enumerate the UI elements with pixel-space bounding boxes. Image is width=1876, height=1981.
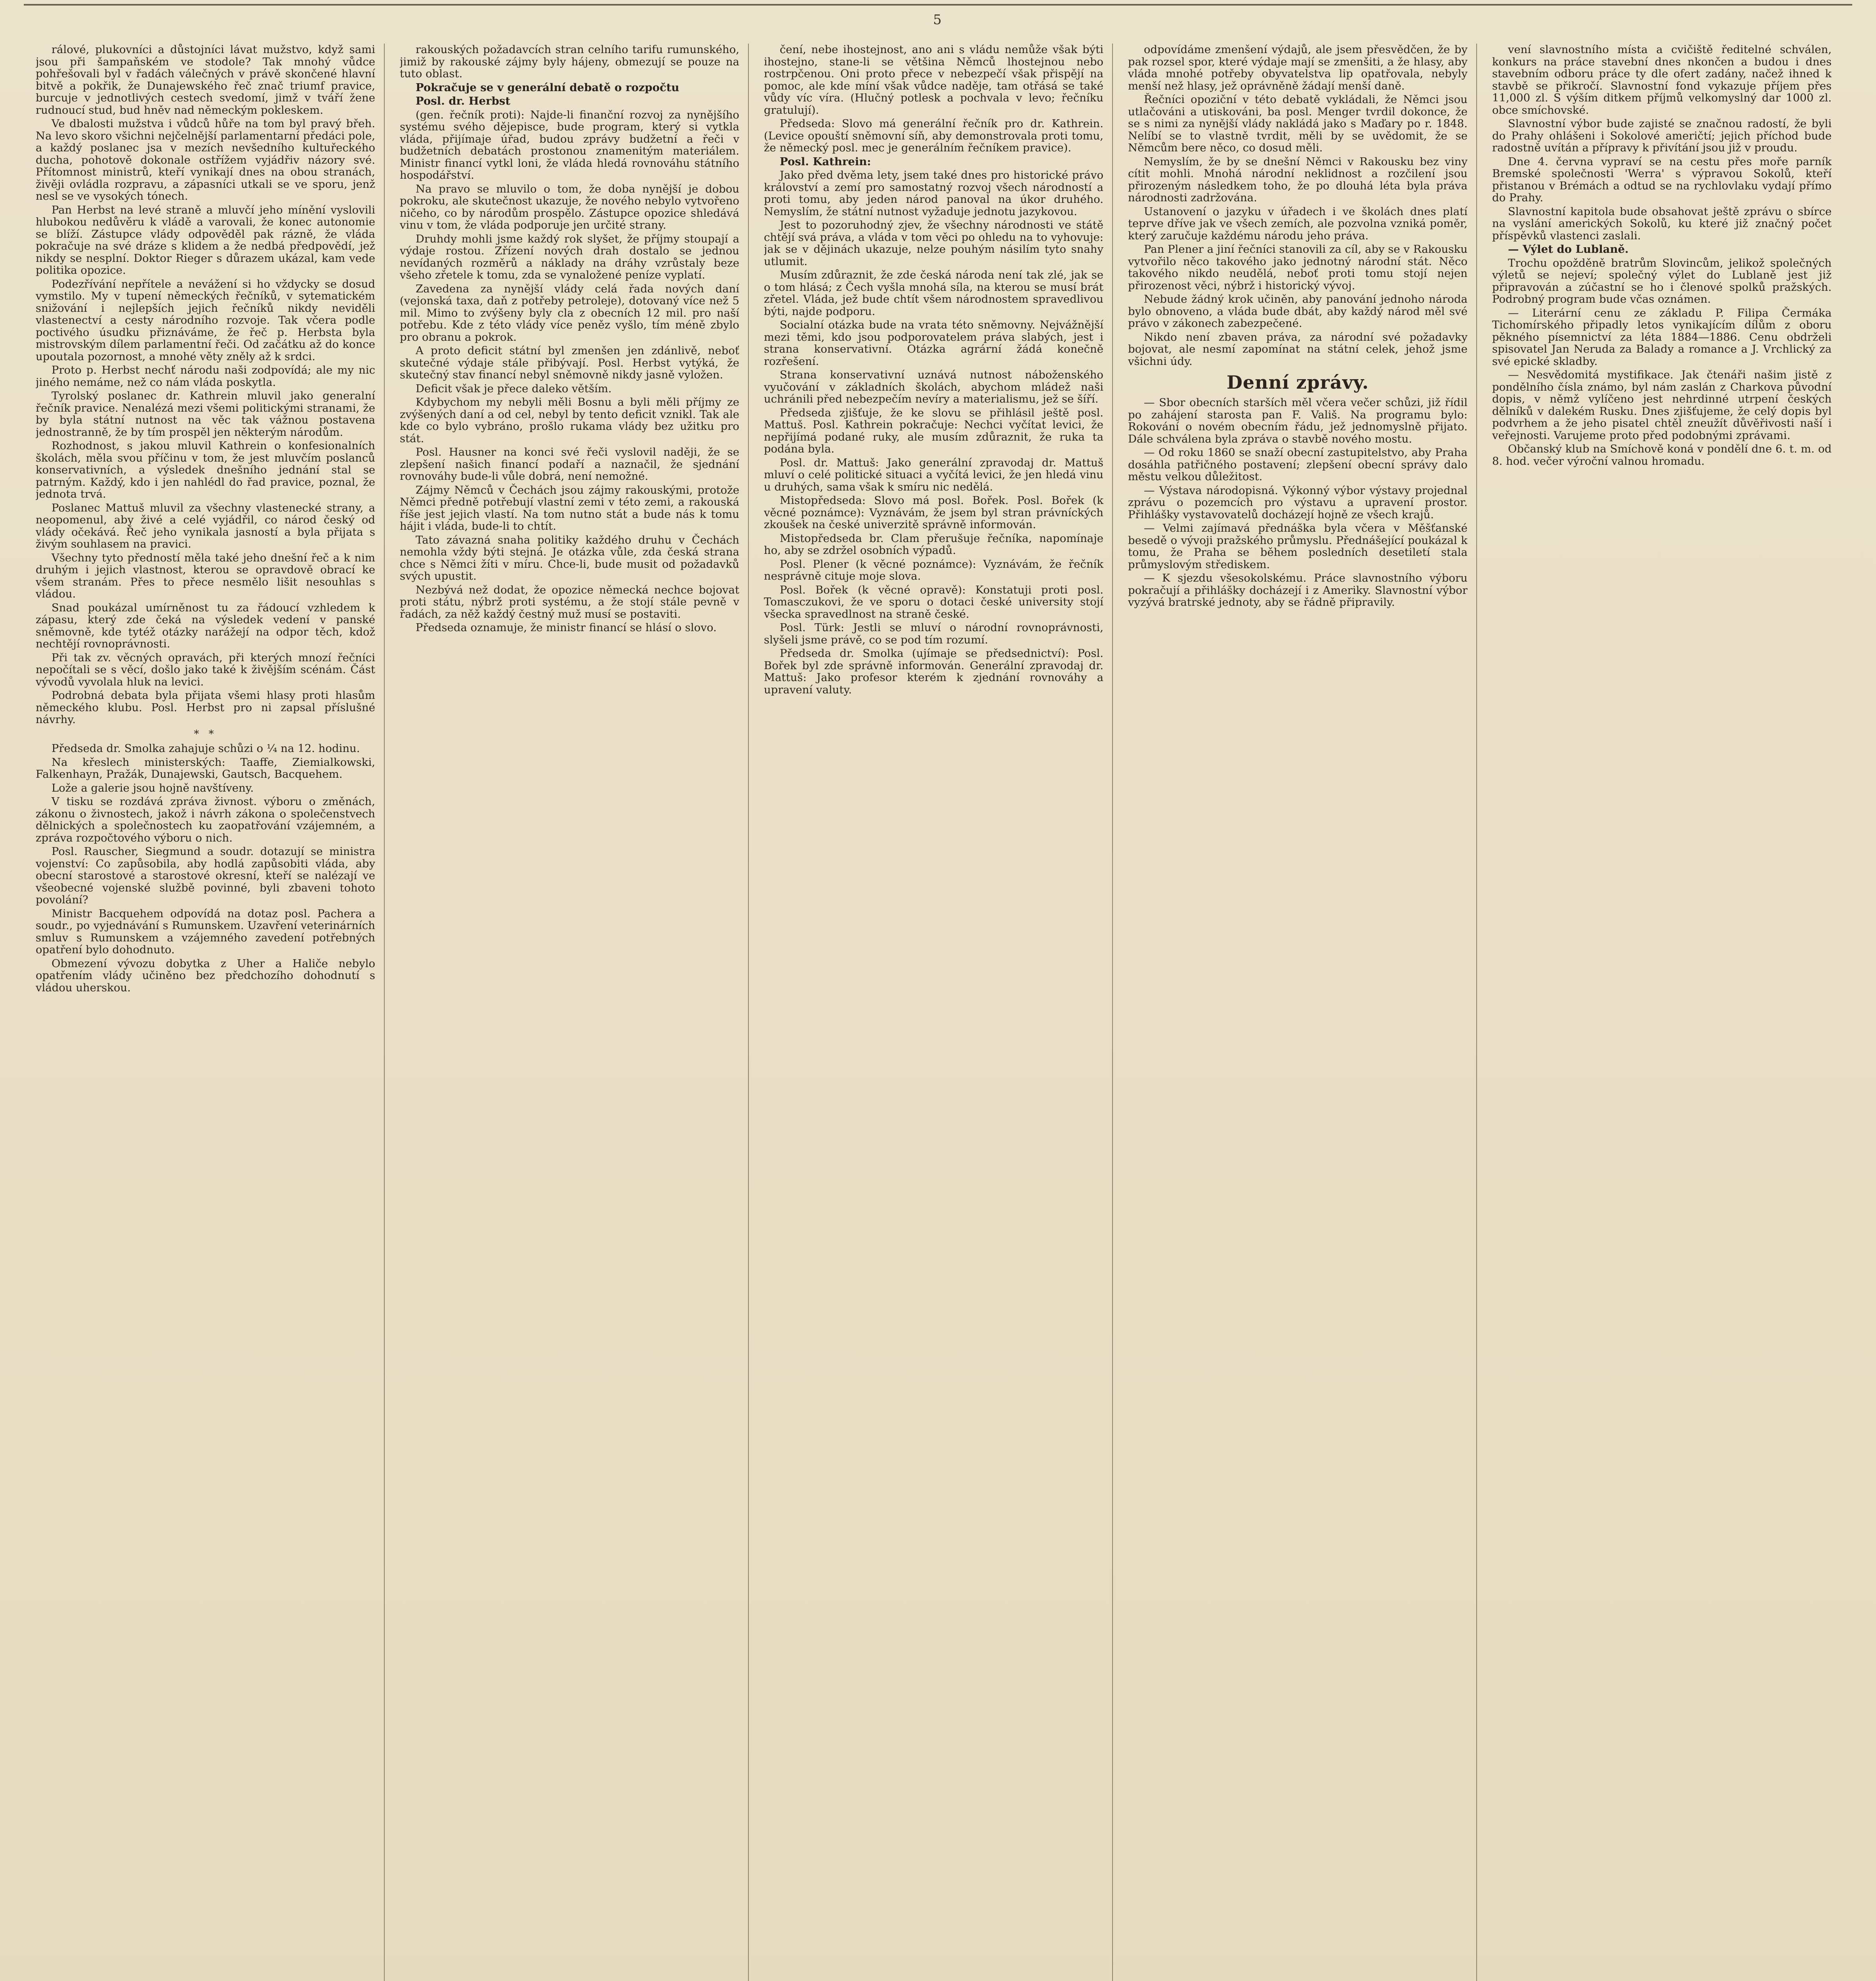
speaker-lead [400, 95, 739, 107]
column-1 [36, 44, 385, 1981]
subheading: Pokračuje se v generální debatě o rozpočtu [416, 81, 679, 94]
paragraph: Tyrolský poslanec dr. Kathrein mluvil jako generalní řečník pravice. Nenalézá mezi všemi politickými stranami, že by byla státní nutnost na věc tak vážnou postavena jednostranně, že by tím prospěl jen některým národům. [36, 389, 375, 439]
paragraph: Poslanec Mattuš mluvil za všechny vlastenecké strany, a neopomenul, aby živé a celé vyjádřil, co národ český od vlády očekává. Řeč jeho vynikala jasností a byla přijata s živým souhlasem na pravici. [36, 501, 375, 550]
section-separator: * * [194, 728, 217, 740]
paragraph: Na křeslech ministerských: Taaffe, Ziemialkowski, Falkenhayn, Pražák, Dunajewski, Gautsch, Bacquehem. [36, 756, 375, 781]
paragraph: Ustanovení o jazyku v úřadech i ve školách dnes platí teprve dříve jak ve všech zemích, ale pozvolna vzniká poměr, který zaručuje každému národu jeho práva. [1128, 205, 1468, 242]
paragraph: Socialní otázka bude na vrata této sněmovny. Nejvážnější mezi těmi, kdo jsou podporovatelem práva slabých, jest i strana konservativní. Otázka agrární žádá konečně rozřešení. [764, 319, 1103, 368]
paragraph: vení slavnostního místa a cvičiště ředitelné schválen, konkurs na práce stavební dnes nkončen a budou i dnes stavebním odboru práce ty dle ofert zadány, načež ihned k stavbě se přikročí. Slavnostní fond vykazuje příjem přes 11,000 zl. S výším ditkem příjmů velkomyslný dar 1000 zl. obce smíchovské. [1492, 44, 1832, 116]
paragraph: Posl. Hausner na konci své řeči vyslovil naději, že se zlepšení našich financí podaří a naznačil, že sjednání rovnováhy bude-li vůle dobrá, není nemožné. [400, 446, 739, 483]
paragraph: Posl. dr. Mattuš: Jako generální zpravodaj dr. Mattuš mluví o celé politické situaci a vyčítá levici, že jen hledá vinu u druhých, sama však k smíru nic nedělá. [764, 456, 1103, 493]
paragraph: rakouských požadavcích stran celního tarifu rumunského, jimiž by rakouské zájmy byly hájeny, obmezují se pouze na tuto oblast. [400, 44, 739, 80]
paragraph: Ve dbalosti mužstva i vůdců hůře na tom byl pravý břeh. Na levo skoro všichni nejčelnější parlamentarní předáci pole, a každý poslanec jsa v mezích nevšedního kultuřeckého ducha, pohotově dokonale ostřížem vyjádřiv názory své. Přítomnost ministrů, kteří vynikají dnes na obou stranách, živěji ovládla rozpravu, a zápasníci utkali se ve sporu, jenž nesl se ve vysokých tónech. [36, 117, 375, 202]
paragraph: Rozhodnost, s jakou mluvil Kathrein o konfesionalních školách, měla svou příčinu v tom, že jest mluvčím poslanců konservativních, a výsledek dnešního jednání stal se patrným. Každý, kdo i jen nahlédl do řad pravice, poznal, že jednota trvá. [36, 439, 375, 500]
paragraph: — Nesvědomitá mystifikace. Jak čtenáři našim jistě z pondělního čísla známo, byl nám zaslán z Charkova původní dopis, v němž vylíčeno jest nehrdinné utrpení českých dělníků v dalekém Rusku. Dnes zjišťujeme, že celý dopis byl podvrhem a že jeho pisatel chtěl zneužít důvěřivosti naší i veřejnosti. Varujeme proto před podobnými zprávami. [1492, 368, 1832, 442]
paragraph: Občanský klub na Smíchově koná v pondělí dne 6. t. m. od 8. hod. večer výroční valnou hromadu. [1492, 443, 1832, 468]
paragraph: Obmezení vývozu dobytka z Uher a Haliče nebylo opatřením vlády učiněno bez předchozího dohodnutí s vládou uherskou. [36, 957, 375, 994]
section-heading: Denní zprávy. [1226, 372, 1369, 393]
paragraph: Slavnostní kapitola bude obsahovat ještě zprávu o sbírce na vyslání amerických Sokolů, ku které již značný počet příspěvků vlastenci zaslali. [1492, 205, 1832, 242]
paragraph: Všechny tyto předností měla také jeho dnešní řeč a k nim druhým i jejich vlastnost, kterou se opravdově obrací ke všem stranám. Přes to přece nesmělo lišit nesouhlas s vládou. [36, 551, 375, 600]
paragraph: Snad poukázal umírněnost tu za řádoucí vzhledem k zápasu, který zde čeká na výsledek vedení v panské sněmovně, kde tytéž otázky narážejí na odpor těch, kdož nechtějí rovnoprávnosti. [36, 601, 375, 650]
paragraph: — Velmi zajímavá přednáška byla včera v Měšťanské besedě o vývoji pražského průmyslu. Přednášející poukázal k tomu, že Praha se během posledních desetiletí stala průmyslovým střediskem. [1128, 522, 1468, 571]
paragraph: rálové, plukovníci a důstojníci lávat mužstvo, když sami jsou při šampaňském ve stodole? Tak mnohý vůdce pohřešovali byl v řadách válečných v právě skončené hlavní bitvě a pokřik, že Dunajewského řeč znač triumf pravice, burcuje v jednotlivých cestech svedomí, jimž v tváří žene rudnoucí stud, bud hněv nad německým pokleskem. [36, 44, 375, 116]
paragraph: A proto deficit státní byl zmenšen jen zdánlivě, neboť skutečné výdaje stále přibývají. Posl. Herbst vytýká, že skutečný stav financí nebyl sněmovně nikdy jasně vyložen. [400, 344, 739, 381]
paragraph: Kdybychom my nebyli měli Bosnu a byli měli příjmy ze zvýšených daní a od cel, nebyl by tento deficit vznikl. Tak ale kde co bylo vybráno, prošlo rukama vlády bez užitku pro stát. [400, 396, 739, 445]
column-3 [764, 44, 1113, 1981]
paragraph: — Výstava národopisná. Výkonný výbor výstavy projednal zprávu o pozemcích pro výstavu a upravení prostor. Přihlášky vystavovatelů docházejí hojně ze všech krajů. [1128, 484, 1468, 521]
paragraph: Dne 4. června vypraví se na cestu přes moře parník Bremské společnosti 'Werra' s výpravou Sokolů, kteří přistanou v Brémách a odtud se na rychlovlaku vydají přímo do Prahy. [1492, 155, 1832, 204]
news-lead [1492, 243, 1832, 256]
paragraph: Tato závazná snaha politiky každého druhu v Čechách nemohla vždy býti stejná. Je otázka vůle, zda česká strana chce s Němci žíti v míru. Chce-li, bude musit od požadavků svých upustit. [400, 533, 739, 582]
paragraph: Jako před dvěma lety, jsem také dnes pro historické právo království a zemí pro samostatný rozvoj všech národností a proti tomu, aby jeden národ panoval na úkor druhého. Nemyslím, že státní nutnost vyžaduje jednotu jazykovou. [764, 169, 1103, 218]
paragraph: — Literární cenu ze základu P. Filipa Čermáka Tichomírského připadly letos vynikajícím dílům z oboru pěkného písemnictví za léta 1884—1886. Cenu obdrželi spisovatel Jan Neruda za Balady a romance a J. Vrchlický za své epické skladby. [1492, 306, 1832, 368]
paragraph: Posl. Bořek (k věcné opravě): Konstatuji proti posl. Tomasczukovi, že ve sporu o dotaci české university stojí všecka spravedlnost na straně české. [764, 583, 1103, 620]
paragraph: Mistopředseda br. Clam přerušuje řečníka, napomínaje ho, aby se zdržel osobních výpadů. [764, 532, 1103, 557]
paragraph: V tisku se rozdává zpráva živnost. výboru o změnách, zákonu o živnostech, jakož i návrh zákona o společenstvech dělnických a společnostech ku zaopatřování vzájemném, a zpráva rozpočtového výboru o nich. [36, 795, 375, 844]
paragraph: Mistopředseda: Slovo má posl. Bořek. Posl. Bořek (k věcné poznámce): Vyznávám, že jsem byl stran právníckých zkoušek na české univerzitě správně informován. [764, 494, 1103, 531]
paragraph: Nikdo není zbaven práva, za národní své požadavky bojovat, ale nesmí zapomínat na státní celek, jehož jsme všichni údy. [1128, 330, 1468, 368]
paragraph: Řečníci opoziční v této debatě vykládali, že Němci jsou utlačováni a utiskováni, ba posl. Menger tvrdil dokonce, že se s nimi za nynější vlády nakládá jako s Maďary po r. 1848. Nelíbí se to vlastně tvrdit, měli by se uvědomit, že se Němcům bere něco, co dosud měli. [1128, 93, 1468, 154]
paragraph: odpovídáme zmenšení výdajů, ale jsem přesvědčen, že by pak rozsel spor, které výdaje mají se zmenšiti, a že hlasy, aby vláda mnohé potřeby obyvatelstva lip opatřovala, nebyly menší než hlasy, jež oprávněně žádají menší daně. [1128, 44, 1468, 92]
paragraph: Posl. Rauscher, Siegmund a soudr. dotazují se ministra vojenství: Co zapůsobila, aby hodlá zapůsobiti vláda, aby obecní starostové a starostové okresní, kteří se nalézají ve všeobecné vojenské službě povinné, byli zbaveni tohoto povolání? [36, 845, 375, 906]
news-title: — Výlet do Lublaně. [1508, 243, 1629, 256]
paragraph: Ministr Bacquehem odpovídá na dotaz posl. Pachera a soudr., po vyjednávání s Rumunskem. Uzavření veterinárních smluv s Rumunskem a vzájemného zavedení potřebných opatření bylo dohodnuto. [36, 907, 375, 956]
paragraph: Podezřívání nepřítele a nevážení si ho vždycky se dosud vymstilo. My v tupení německých řečníků, v sytematickém snižování i nejlepších jejich řečníků nikdy neviděli vlastenectví a cesty národního rozvoje. Tak včera podle poctivého úsudku přiznáváme, že řeč p. Herbsta byla mistrovským dílem parlamentní řeči. Od začátku až do konce upoutala pozornost, a mnohé věty zněly až k srdci. [36, 277, 375, 363]
paragraph: Slavnostní výbor bude zajisté se značnou radostí, že byli do Prahy ohlášeni i Sokolové američtí; jejich příchod bude radostně uvítán a přípravy k přivítání jsou již v proudu. [1492, 117, 1832, 154]
paragraph: Proto p. Herbst nechť národu naši zodpovídá; ale my nic jiného nemáme, než co nám vláda poskytla. [36, 364, 375, 389]
paragraph: Pan Plener a jiní řečníci stanovili za cíl, aby se v Rakousku vytvořilo něco takového jako jednotný národní stát. Něco takového nikdo neudělá, neboť proti tomu stojí nejen přirozenost věci, nýbrž i historický vývoj. [1128, 243, 1468, 292]
paragraph: Pan Herbst na levé straně a mluvčí jeho mínění vyslovili hlubokou nedůvěru k vládě a varovali, že konec autonomie se blíží. Zástupce vlády odpověděl pak rázně, že vláda pokračuje na své dráze s klidem a že nedbá předpovědí, jež nikdy se nesplní. Doktor Rieger s důrazem ukázal, kam vede politika opozice. [36, 203, 375, 277]
paragraph: — K sjezdu všesokolskému. Práce slavnostního výboru pokračují a přihlášky docházejí i z Ameriky. Slavnostní výbor vyzývá bratrské jednoty, aby se řádně připravily. [1128, 572, 1468, 609]
paragraph: (gen. řečník proti): Najde-li finanční rozvoj za nynějšího systému svého dějepisce, bude program, který si vytkla vláda, přijímaje úřad, budou zprávy budžetní a řeči v budžetních debatách prostonou znamenitým materiálem. Ministr financí vytkl loni, že vláda hledá rovnováhu státního hospodářství. [400, 108, 739, 181]
top-rule [24, 4, 1852, 6]
page-number: 5 [933, 12, 942, 28]
paragraph: Předseda zjišťuje, že ke slovu se přihlásil ještě posl. Mattuš. Posl. Kathrein pokračuje: Nechci vyčítat levici, že nepřijímá podané ruky, ale musím zdůraznit, že ruka ta podána byla. [764, 406, 1103, 455]
paragraph: Na pravo se mluvilo o tom, že doba nynější je dobou pokroku, ale skutečnost ukazuje, že nového nebylo vytvořeno ničeho, co by národům prospělo. Zástupce opozice shledává vinu v tom, že vláda podporuje jen určité strany. [400, 182, 739, 231]
paragraph: Zavedena za nynější vlády celá řada nových daní (vejonská taxa, daň z potřeby petroleje), dotovaný více než 5 mil. Mimo to zvýšeny byly cla z obecních 12 mil. pro naší potřebu. Kde z této vlády více peněz vyšlo, tím méně zbylo pro obranu a pokrok. [400, 282, 739, 344]
paragraph: Podrobná debata byla přijata všemi hlasy proti hlasům německého klubu. Posl. Herbst pro ni zapsal příslušné návrhy. [36, 689, 375, 726]
paragraph: Nezbývá než dodat, že opozice německá nechce bojovat proti státu, nýbrž proti systému, a že stojí stále pevně v řadách, za něž každý čestný muž musí se postaviti. [400, 583, 739, 620]
column-2 [400, 44, 749, 1981]
paragraph: Nebude žádný krok učiněn, aby panování jednoho národa bylo obnoveno, a vláda bude dbát, aby každý národ měl své právo v zákonech zabezpečené. [1128, 293, 1468, 330]
paragraph: Při tak zv. věcných opravách, při kterých mnozí řečníci nepočítali se s věcí, došlo jako také k živějším scénám. Část vývodů vyvolala hluk na levici. [36, 651, 375, 688]
column-4 [1128, 44, 1477, 1981]
paragraph: Předseda oznamuje, že ministr financí se hlásí o slovo. [416, 621, 717, 634]
paragraph: Posl. Plener (k věcné poznámce): Vyznávám, že řečník nesprávně cituje moje slova. [764, 557, 1103, 582]
speaker-name: Posl. Kathrein: [780, 155, 871, 168]
paragraph: Deficit však je přece daleko větším. [416, 382, 612, 395]
column-5 [1492, 44, 1840, 1981]
paragraph: Druhdy mohli jsme každý rok slyšet, že příjmy stoupají a výdaje rostou. Zřízení nových drah dostalo se jednou nevídaných rozměrů a náklady na dráhy vzrůstaly beze všeho zřetele k tomu, zda se vynaložené peníze vyplatí. [400, 232, 739, 281]
paragraph: Předseda dr. Smolka zahajuje schůzi o ¼ na 12. hodinu. [52, 742, 360, 755]
paragraph: Trochu opožděně bratrům Slovincům, jelikož společných výletů se nejeví; společný výlet do Lublaně jest již připravován a zúčastní se ho i členové spolků pražských. Podrobný program bude včas oznámen. [1492, 256, 1832, 305]
paragraph: Strana konservativní uznává nutnost náboženského vyučování v základních školách, abychom mládež naši uchránili před nebezpečím nevíry a materialismu, jež se šíří. [764, 368, 1103, 405]
speaker-name: Posl. dr. Herbst [416, 95, 511, 107]
paragraph: Předseda: Slovo má generální řečník pro dr. Kathrein. (Levice opouští sněmovní síň, aby demonstrovala proti tomu, že německý posl. mec je generálním řečníkem pravice). [764, 117, 1103, 154]
paragraph: — Sbor obecních starších měl včera večer schůzi, již řídil po zahájení starosta pan F. Vališ. Na programu bylo: Rokování o novém obecním řádu, jež jednomyslně přijato. Dále schválena byla zpráva o stavbě nového mostu. [1128, 396, 1468, 445]
paragraph: Posl. Türk: Jestli se mluví o národní rovnoprávnosti, slyšeli jsme právě, co se pod tím rozumí. [764, 621, 1103, 646]
paragraph: Předseda dr. Smolka (ujímaje se předsednictví): Posl. Bořek byl zde správně informován. Generální zpravodaj dr. Mattuš: Jako profesor kterém k zjednání rovnováhy a upravení valuty. [764, 647, 1103, 696]
text-columns [36, 44, 1840, 1981]
paragraph: Zájmy Němců v Čechách jsou zájmy rakouskými, protože Němci předně potřebují vlastní zemi v této zemi, a rakouská říše jest jejich vlastí. Na tom nutno stát a bude nás k tomu hájit i vláda, bude-li to chtít. [400, 483, 739, 532]
paragraph: Jest to pozoruhodný zjev, že všechny národnosti ve státě chtějí svá práva, a vláda v tom věci po ohledu na to vyhovuje: jak se v dějinách ukazuje, nelze pouhým násilím tyto snahy utlumit. [764, 219, 1103, 268]
paragraph: Nemyslím, že by se dnešní Němci v Rakousku bez viny cítit mohli. Mnohá národní neklidnost a rozčilení jsou přirozeným následkem toho, že po dlouhá léta byla práva národnosti zadržována. [1128, 155, 1468, 204]
paragraph: Lože a galerie jsou hojně navštíveny. [52, 781, 254, 794]
paragraph: Musím zdůraznit, že zde česká národa není tak zlé, jak se o tom hlásá; z Čech vyšla mnohá síla, na kterou se musí brát zřetel. Vláda, jež bude chtít všem národnostem spravedlivou býti, najde podporu. [764, 269, 1103, 318]
paragraph: čení, nebe ihostejnost, ano ani s vládu nemůže však býti ihostejno, stane-li se většina Němců lhostejnou nebo rostrpčenou. Oni proto přece v nebezpečí však přispějí na pomoc, ale kde míní však vůdce naděje, tam otřásá se také vůdy víc víra. (Hlučný potlesk a pochvala v levo; řečníku gratulují). [764, 44, 1103, 116]
paragraph: — Od roku 1860 se snaží obecní zastupitelstvo, aby Praha dosáhla patřičného postavení; zlepšení obecní správy dalo městu velkou důležitost. [1128, 446, 1468, 483]
speaker-lead [764, 156, 1103, 168]
